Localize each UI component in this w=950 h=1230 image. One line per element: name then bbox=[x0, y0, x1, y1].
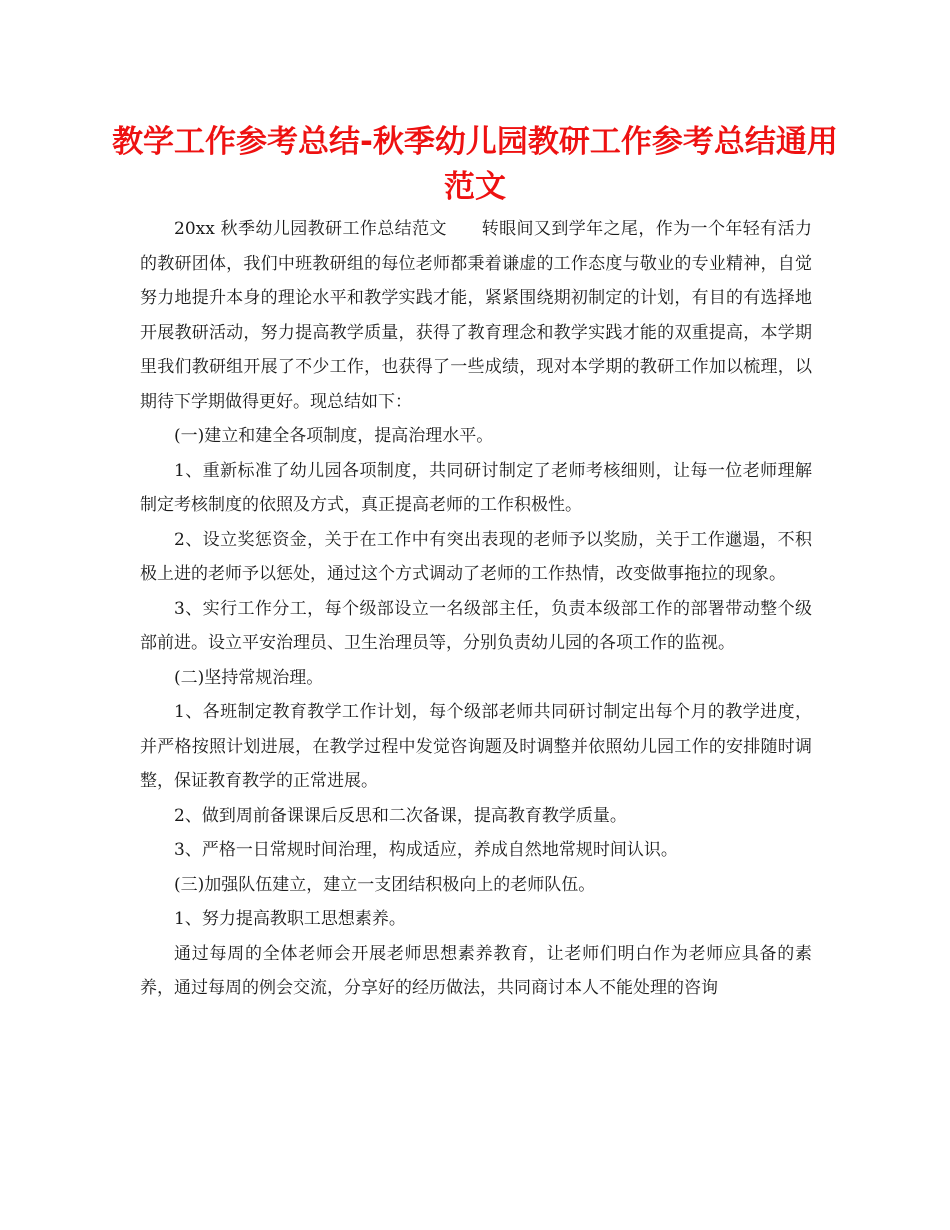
paragraph: 2、做到周前备课课后反思和二次备课，提高教育教学质量。 bbox=[174, 805, 627, 826]
paragraph: 通过每周的全体老师会开展老师思想素养教育，让老师们明白作为老师应具备的素养，通过每周的例会交流，分享好的经历做法，共同商讨本人不能处理的咨询 bbox=[140, 943, 812, 998]
paragraph: (三)加强队伍建立，建立一支团结积极向上的老师队伍。 bbox=[174, 874, 596, 895]
paragraph: 1、努力提高教职工思想素养。 bbox=[174, 909, 406, 929]
paragraph: 1、重新标准了幼儿园各项制度，共同研讨制定了老师考核细则，让每一位老师理解制定考核制度的依照及方式，真正提高老师的工作积极性。 bbox=[140, 460, 812, 515]
paragraph: 3、实行工作分工，每个级部设立一名级部主任，负责本级部工作的部署带动整个级部前进。设立平安治理员、卫生治理员等，分别负责幼儿园的各项工作的监视。 bbox=[140, 598, 812, 653]
paragraph: (一)建立和建全各项制度，提高治理水平。 bbox=[174, 426, 494, 446]
paragraph: 20xx 秋季幼儿园教研工作总结范文 转眼间又到学年之尾，作为一个年轻有活力的教研团体，我们中班教研组的每位老师都秉着谦虚的工作态度与敬业的专业精神，自觉努力地提升本身的理论水平和教学实践才能，紧紧围绕期初制定的计划，有目的有选择地开展教研活动，努力提高教学质量，获得了教育理念和教学实践才能的双重提高，本学期里我们教研组开展了不少工作，也获得了一些成绩，现对本学期的教研工作加以梳理，以期待下学期做得更好。现总结如下： bbox=[140, 219, 812, 412]
paragraph: 2、设立奖惩资金，关于在工作中有突出表现的老师予以奖励，关于工作邋遢，不积极上进的老师予以惩处，通过这个方式调动了老师的工作热情，改变做事拖拉的现象。 bbox=[140, 529, 812, 584]
paragraph: 1、各班制定教育教学工作计划，每个级部老师共同研讨制定出每个月的教学进度，并严格按照计划进展，在教学过程中发觉咨询题及时调整并依照幼儿园工作的安排随时调整，保证教育教学的正常进展。 bbox=[140, 702, 812, 791]
paragraph: 3、严格一日常规时间治理，构成适应，养成自然地常规时间认识。 bbox=[174, 840, 678, 860]
document-body bbox=[140, 212, 812, 1006]
paragraph: (二)坚持常规治理。 bbox=[174, 667, 324, 688]
document-title: 教学工作参考总结-秋季幼儿园教研工作参考总结通用范文 bbox=[112, 124, 838, 205]
